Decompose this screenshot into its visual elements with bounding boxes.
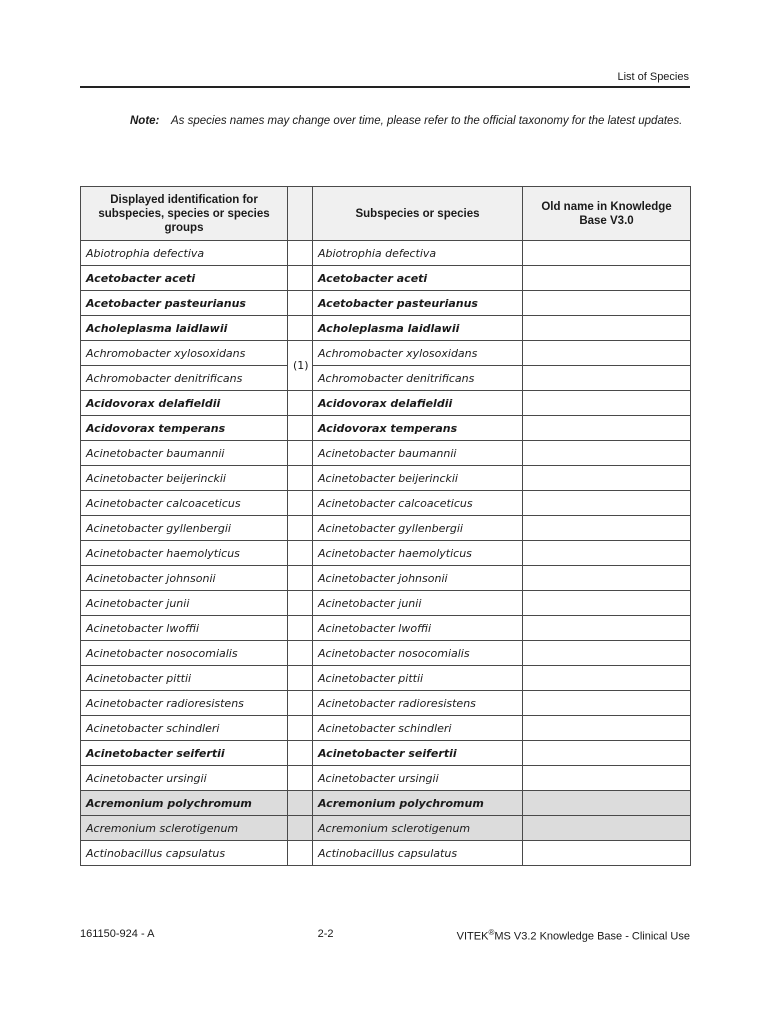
- cell-displayed: Acinetobacter haemolyticus: [81, 541, 288, 566]
- cell-note: [288, 791, 313, 816]
- header-subspecies: Subspecies or species: [313, 187, 523, 241]
- cell-old-name: [523, 566, 691, 591]
- cell-displayed: Acinetobacter baumannii: [81, 441, 288, 466]
- footer-product: [457, 928, 690, 943]
- cell-note: [288, 466, 313, 491]
- footer-product-post: MS V3.2 Knowledge Base - Clinical Use: [494, 930, 690, 943]
- cell-old-name: [523, 416, 691, 441]
- cell-displayed: Acetobacter aceti: [81, 266, 288, 291]
- table-row: [81, 541, 691, 566]
- cell-old-name: [523, 291, 691, 316]
- table-row: [81, 791, 691, 816]
- cell-subspecies: Acetobacter pasteurianus: [313, 291, 523, 316]
- cell-displayed: Acremonium polychromum: [81, 791, 288, 816]
- table-row: [81, 341, 691, 366]
- cell-note: [288, 691, 313, 716]
- species-table: [80, 186, 691, 866]
- cell-old-name: [523, 766, 691, 791]
- cell-note: [288, 716, 313, 741]
- table-row: [81, 591, 691, 616]
- table-header-row: [81, 187, 691, 241]
- cell-subspecies: Acinetobacter pittii: [313, 666, 523, 691]
- cell-old-name: [523, 666, 691, 691]
- cell-displayed: Acinetobacter gyllenbergii: [81, 516, 288, 541]
- cell-old-name: [523, 691, 691, 716]
- cell-note: [288, 766, 313, 791]
- cell-note: [288, 291, 313, 316]
- species-table-body: [81, 241, 691, 866]
- header-old-name: Old name in Knowledge Base V3.0: [523, 187, 691, 241]
- cell-displayed: Acetobacter pasteurianus: [81, 291, 288, 316]
- cell-subspecies: Acremonium sclerotigenum: [313, 816, 523, 841]
- cell-displayed: Acinetobacter nosocomialis: [81, 641, 288, 666]
- table-row: [81, 491, 691, 516]
- cell-note: [288, 591, 313, 616]
- cell-subspecies: Achromobacter denitrificans: [313, 366, 523, 391]
- table-row: [81, 616, 691, 641]
- footer-product-pre: VITEK: [456, 930, 489, 943]
- cell-subspecies: Acinetobacter calcoaceticus: [313, 491, 523, 516]
- header-note: [288, 187, 313, 241]
- cell-old-name: [523, 616, 691, 641]
- cell-note: [288, 541, 313, 566]
- cell-old-name: [523, 791, 691, 816]
- cell-note: [288, 841, 313, 866]
- note-text: As species names may change over time, please refer to the official taxonomy for the latest updates.: [171, 115, 683, 127]
- table-row: [81, 716, 691, 741]
- cell-subspecies: Actinobacillus capsulatus: [313, 841, 523, 866]
- cell-note: [288, 416, 313, 441]
- table-row: [81, 516, 691, 541]
- cell-subspecies: Acetobacter aceti: [313, 266, 523, 291]
- cell-displayed: Acinetobacter radioresistens: [81, 691, 288, 716]
- table-row: [81, 366, 691, 391]
- cell-subspecies: Acinetobacter baumannii: [313, 441, 523, 466]
- cell-subspecies: Acinetobacter radioresistens: [313, 691, 523, 716]
- cell-subspecies: Acinetobacter seifertii: [313, 741, 523, 766]
- cell-subspecies: Acinetobacter gyllenbergii: [313, 516, 523, 541]
- cell-displayed: Acinetobacter calcoaceticus: [81, 491, 288, 516]
- cell-subspecies: Acidovorax delafieldii: [313, 391, 523, 416]
- table-row: [81, 316, 691, 341]
- header-title: List of Species: [617, 71, 689, 83]
- cell-old-name: [523, 366, 691, 391]
- table-row: [81, 741, 691, 766]
- note: [130, 114, 690, 129]
- cell-subspecies: Acinetobacter junii: [313, 591, 523, 616]
- cell-old-name: [523, 641, 691, 666]
- cell-old-name: [523, 391, 691, 416]
- cell-old-name: [523, 816, 691, 841]
- table-row: [81, 566, 691, 591]
- cell-note: [288, 666, 313, 691]
- header-rule: [80, 86, 690, 88]
- table-row: [81, 241, 691, 266]
- cell-old-name: [523, 241, 691, 266]
- note-label: Note:: [130, 115, 160, 127]
- cell-subspecies: Acinetobacter beijerinckii: [313, 466, 523, 491]
- table-row: [81, 691, 691, 716]
- table-row: [81, 391, 691, 416]
- cell-old-name: [523, 341, 691, 366]
- cell-note: [288, 266, 313, 291]
- cell-old-name: [523, 491, 691, 516]
- cell-subspecies: Acinetobacter ursingii: [313, 766, 523, 791]
- cell-displayed: Acinetobacter beijerinckii: [81, 466, 288, 491]
- cell-old-name: [523, 316, 691, 341]
- cell-note: [288, 316, 313, 341]
- table-row: [81, 816, 691, 841]
- cell-displayed: Acinetobacter lwoffii: [81, 616, 288, 641]
- cell-subspecies: Acinetobacter schindleri: [313, 716, 523, 741]
- footer-doc-number: 161150-924 - A: [80, 928, 155, 940]
- footer-product-reg: ®: [488, 928, 495, 937]
- cell-displayed: Acidovorax delafieldii: [81, 391, 288, 416]
- table-row: [81, 841, 691, 866]
- cell-displayed: Achromobacter denitrificans: [81, 366, 288, 391]
- footer-page: 2-2: [317, 928, 334, 940]
- cell-displayed: Acinetobacter ursingii: [81, 766, 288, 791]
- cell-old-name: [523, 466, 691, 491]
- cell-old-name: [523, 516, 691, 541]
- cell-old-name: [523, 716, 691, 741]
- cell-old-name: [523, 266, 691, 291]
- cell-displayed: Acinetobacter junii: [81, 591, 288, 616]
- cell-note: (1): [288, 341, 313, 391]
- cell-displayed: Acholeplasma laidlawii: [81, 316, 288, 341]
- footer: [80, 928, 690, 943]
- table-row: [81, 416, 691, 441]
- cell-old-name: [523, 591, 691, 616]
- cell-note: [288, 641, 313, 666]
- cell-note: [288, 816, 313, 841]
- cell-old-name: [523, 441, 691, 466]
- cell-displayed: Acinetobacter pittii: [81, 666, 288, 691]
- cell-note: [288, 566, 313, 591]
- cell-subspecies: Acinetobacter nosocomialis: [313, 641, 523, 666]
- cell-note: [288, 391, 313, 416]
- cell-subspecies: Acinetobacter johnsonii: [313, 566, 523, 591]
- table-row: [81, 291, 691, 316]
- cell-subspecies: Abiotrophia defectiva: [313, 241, 523, 266]
- table-row: [81, 766, 691, 791]
- cell-note: [288, 241, 313, 266]
- cell-subspecies: Acinetobacter haemolyticus: [313, 541, 523, 566]
- cell-old-name: [523, 841, 691, 866]
- cell-subspecies: Acremonium polychromum: [313, 791, 523, 816]
- cell-displayed: Acinetobacter johnsonii: [81, 566, 288, 591]
- cell-old-name: [523, 541, 691, 566]
- cell-displayed: Acidovorax temperans: [81, 416, 288, 441]
- table-row: [81, 266, 691, 291]
- cell-subspecies: Acinetobacter lwoffii: [313, 616, 523, 641]
- cell-displayed: Acinetobacter schindleri: [81, 716, 288, 741]
- table-row: [81, 466, 691, 491]
- cell-note: [288, 516, 313, 541]
- table-row: [81, 441, 691, 466]
- cell-subspecies: Achromobacter xylosoxidans: [313, 341, 523, 366]
- cell-note: [288, 491, 313, 516]
- table-row: [81, 666, 691, 691]
- cell-displayed: Acinetobacter seifertii: [81, 741, 288, 766]
- cell-displayed: Achromobacter xylosoxidans: [81, 341, 288, 366]
- cell-note: [288, 616, 313, 641]
- header-displayed: Displayed identification for subspecies, species or species groups: [81, 187, 288, 241]
- cell-note: [288, 741, 313, 766]
- cell-subspecies: Acholeplasma laidlawii: [313, 316, 523, 341]
- cell-note: [288, 441, 313, 466]
- cell-old-name: [523, 741, 691, 766]
- table-row: [81, 641, 691, 666]
- cell-subspecies: Acidovorax temperans: [313, 416, 523, 441]
- cell-displayed: Actinobacillus capsulatus: [81, 841, 288, 866]
- cell-displayed: Acremonium sclerotigenum: [81, 816, 288, 841]
- cell-displayed: Abiotrophia defectiva: [81, 241, 288, 266]
